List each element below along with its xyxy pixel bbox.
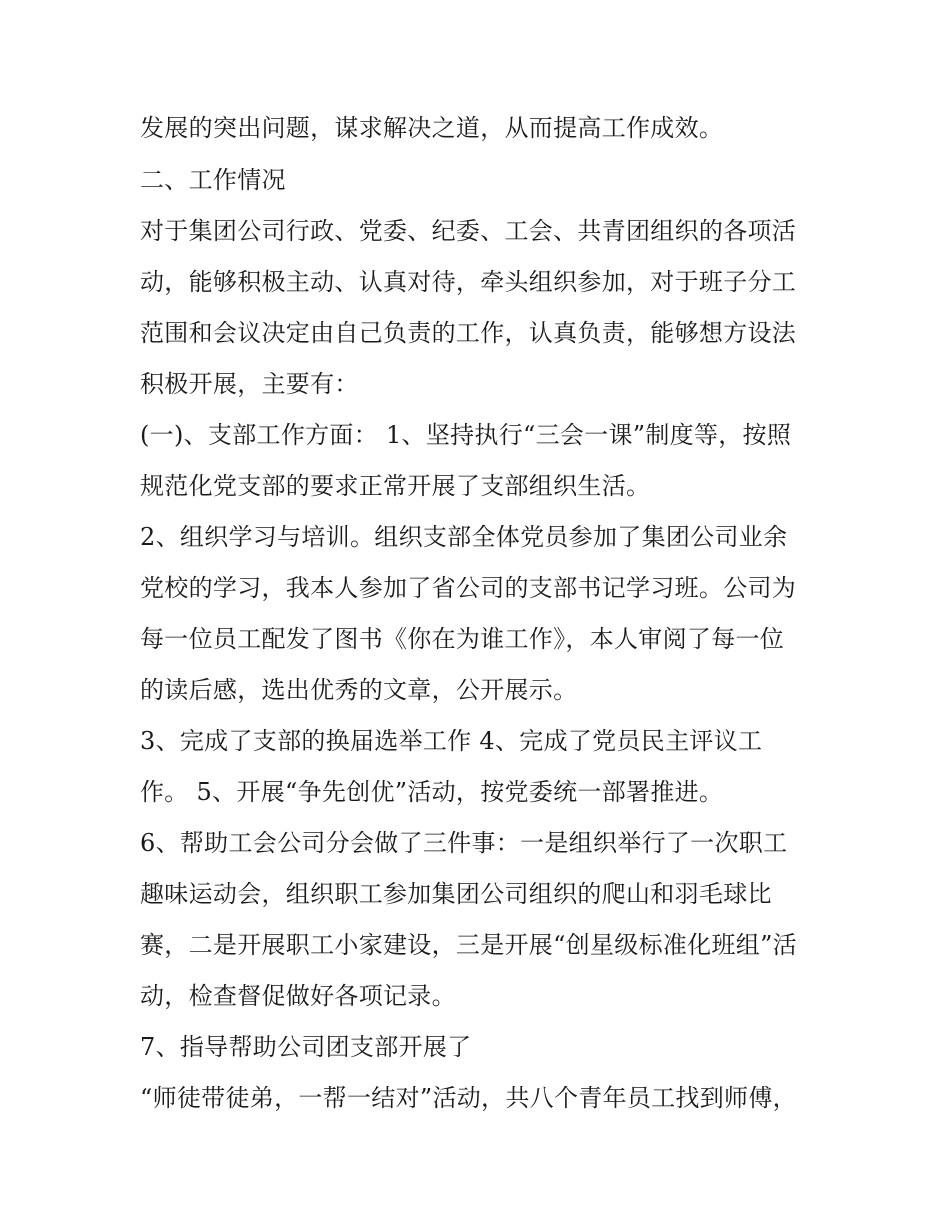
text-line: 党校的学习，我本人参加了省公司的支部书记学习班。公司为 [140,574,797,602]
text-line: 发展的突出问题，谋求解决之道，从而提高工作成效。 [140,114,724,142]
section-heading: 二、工作情况 [140,166,286,194]
text-line: 动，检查督促做好各项记录。 [140,982,456,1010]
text-line: 的读后感，选出优秀的文章，公开展示。 [140,676,578,704]
text-line: 范围和会议决定由自己负责的工作，认真负责，能够想方设法 [140,319,797,347]
text-line: 作。 5、开展“争先创优”活动，按党委统一部署推进。 [140,778,724,806]
text-line: 规范化党支部的要求正常开展了支部组织生活。 [140,472,651,500]
text-line: “师徒带徒弟，一帮一结对”活动，共八个青年员工找到师傅， [140,1084,797,1112]
text-line: 动，能够积极主动、认真对待，牵头组织参加，对于班子分工 [140,268,797,296]
text-line: 7、指导帮助公司团支部开展了 [140,1033,472,1061]
text-line: (一)、支部工作方面： 1、坚持执行“三会一课”制度等，按照 [140,421,792,449]
text-line: 6、帮助工会公司分会做了三件事：一是组织举行了一次职工 [140,829,788,857]
text-line: 赛，二是开展职工小家建设，三是开展“创星级标准化班组”活 [140,931,797,959]
text-line: 趣味运动会，组织职工参加集团公司组织的爬山和羽毛球比 [140,880,772,908]
text-line: 2、组织学习与培训。组织支部全体党员参加了集团公司业余 [140,523,788,551]
text-line: 积极开展，主要有： [140,370,359,398]
text-line: 3、完成了支部的换届选举工作 4、完成了党员民主评议工 [140,727,763,755]
text-line: 对于集团公司行政、党委、纪委、工会、共青团组织的各项活 [140,217,797,245]
text-line: 每一位员工配发了图书《你在为谁工作》，本人审阅了每一位 [140,625,785,653]
